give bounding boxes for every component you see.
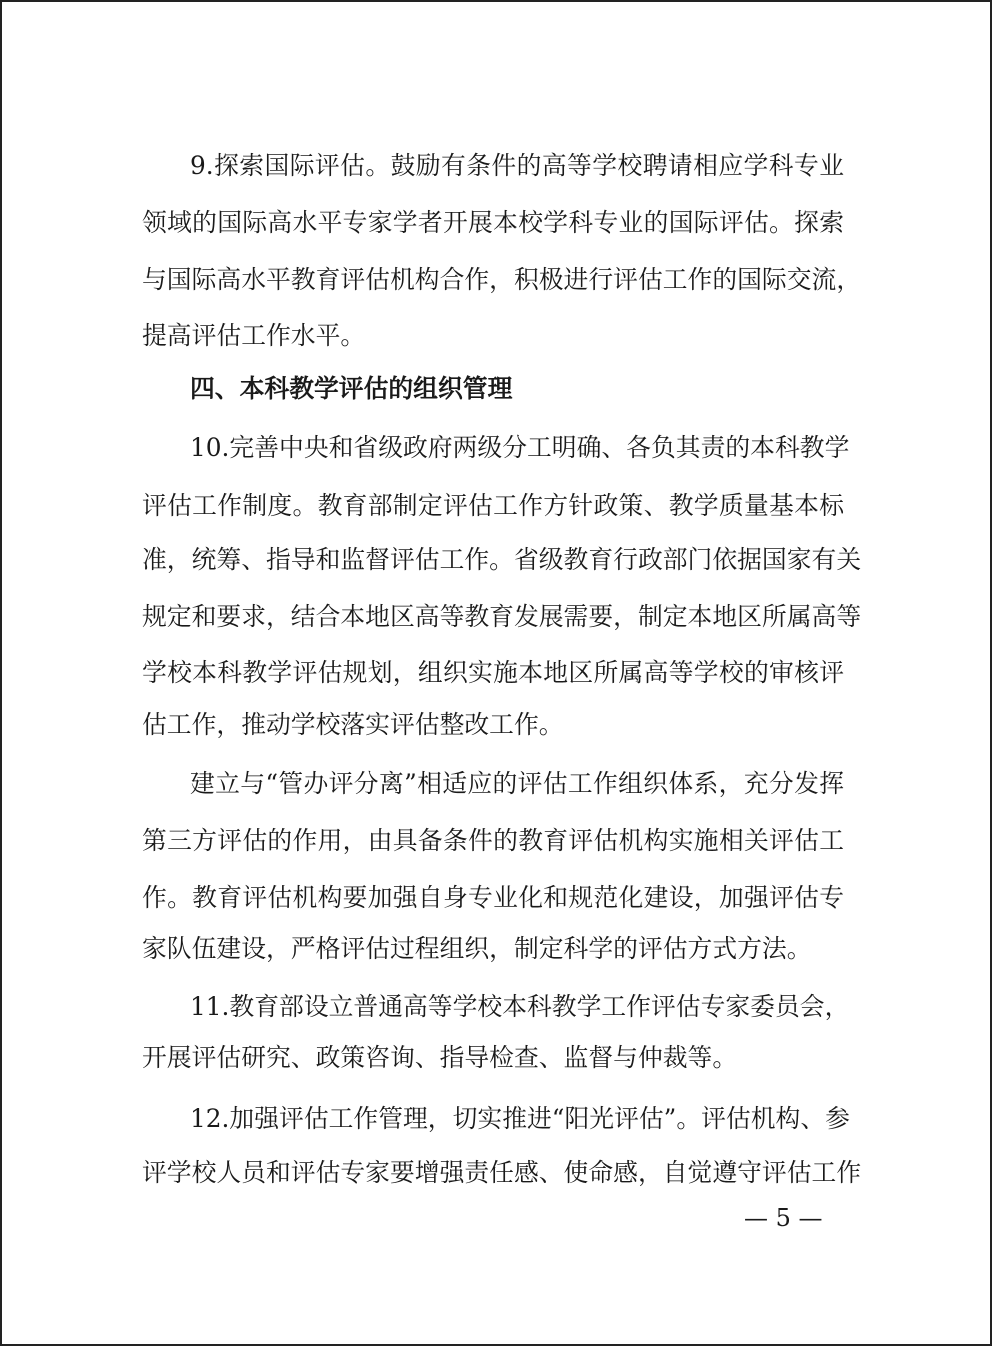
paragraph-9-line-2: 领域的国际高水平专家学者开展本校学科专业的国际评估。探索 bbox=[142, 208, 844, 237]
paragraph-10-line-5: 学校本科教学评估规划，组织实施本地区所属高等学校的审核评 bbox=[142, 658, 844, 687]
paragraph-10-line-6: 估工作，推动学校落实评估整改工作。 bbox=[142, 710, 564, 739]
paragraph-10b-line-3: 作。教育评估机构要加强自身专业化和规范化建设，加强评估专 bbox=[142, 883, 844, 912]
paragraph-12-line-1: 12.加强评估工作管理，切实推进“阳光评估”。评估机构、参 bbox=[190, 1104, 850, 1133]
paragraph-9-line-4: 提高评估工作水平。 bbox=[142, 321, 366, 350]
paragraph-11-line-2: 开展评估研究、政策咨询、指导检查、监督与仲裁等。 bbox=[142, 1043, 738, 1072]
paragraph-10-line-4: 规定和要求，结合本地区高等教育发展需要，制定本地区所属高等 bbox=[142, 602, 862, 631]
paragraph-12-line-2: 评学校人员和评估专家要增强责任感、使命感，自觉遵守评估工作 bbox=[142, 1158, 862, 1187]
paragraph-10-line-1: 10.完善中央和省级政府两级分工明确、各负其责的本科教学 bbox=[190, 433, 850, 462]
page-number: — 5 — bbox=[744, 1204, 823, 1232]
paragraph-9-line-1: 9.探索国际评估。鼓励有条件的高等学校聘请相应学科专业 bbox=[190, 151, 844, 180]
paragraph-9-line-3: 与国际高水平教育评估机构合作，积极进行评估工作的国际交流， bbox=[142, 265, 862, 294]
paragraph-10b-line-1: 建立与“管办评分离”相适应的评估工作组织体系，充分发挥 bbox=[190, 769, 844, 798]
section-heading-4: 四、本科教学评估的组织管理 bbox=[190, 374, 513, 403]
paragraph-10-line-3: 准，统筹、指导和监督评估工作。省级教育行政部门依据国家有关 bbox=[142, 545, 862, 574]
paragraph-10b-line-2: 第三方评估的作用，由具备条件的教育评估机构实施相关评估工 bbox=[142, 826, 844, 855]
paragraph-10-line-2: 评估工作制度。教育部制定评估工作方针政策、教学质量基本标 bbox=[142, 491, 844, 520]
paragraph-11-line-1: 11.教育部设立普通高等学校本科教学工作评估专家委员会， bbox=[190, 992, 850, 1021]
paragraph-10b-line-4: 家队伍建设，严格评估过程组织，制定科学的评估方式方法。 bbox=[142, 934, 812, 963]
